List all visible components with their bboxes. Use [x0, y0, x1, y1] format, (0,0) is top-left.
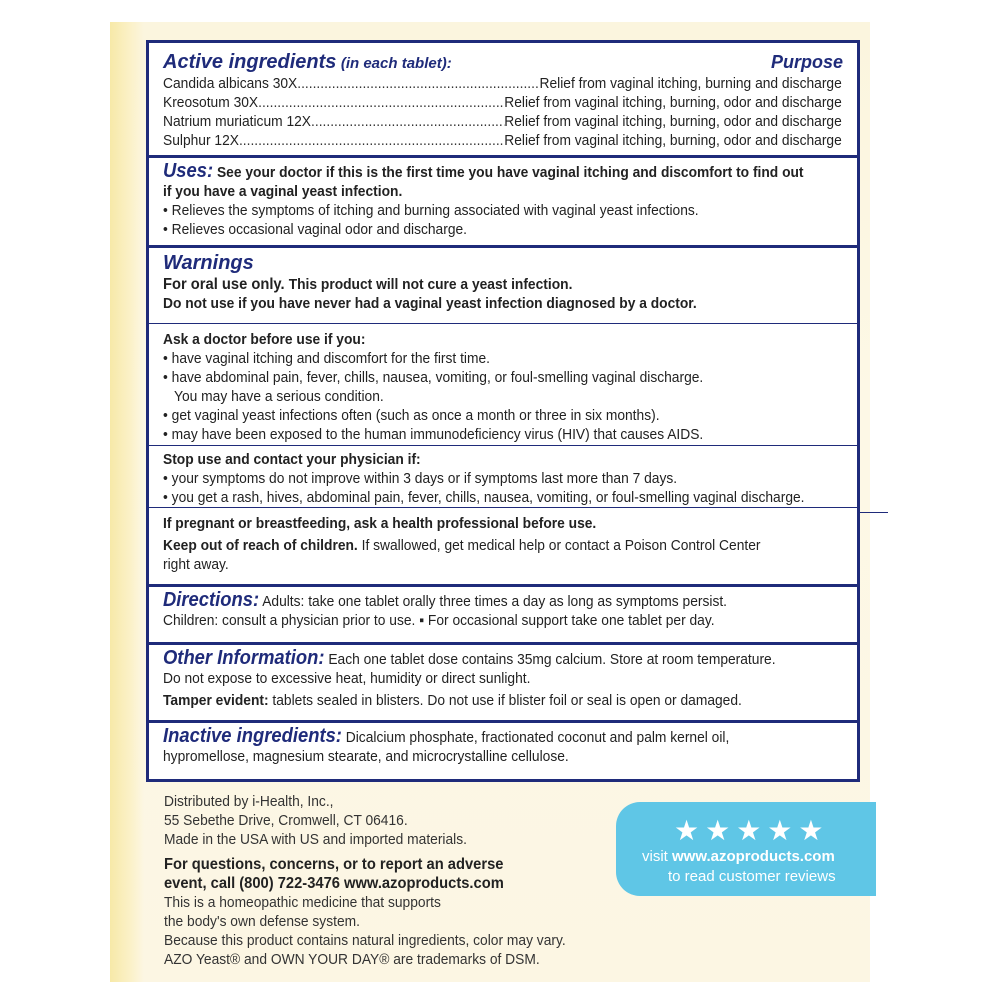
directions-section: [149, 587, 857, 645]
trademark: AZO Yeast® and OWN YOUR DAY® are trademarks of DSM.: [164, 951, 540, 968]
ingredient-name: Candida albicans 30X: [163, 75, 298, 92]
rating-stars-icon: ★★★★★: [674, 815, 830, 846]
inactive-section: [149, 723, 857, 777]
active-ingredients-section: [149, 43, 857, 158]
badge-visit: visit: [642, 848, 672, 865]
questions-line-2: event, call (800) 722-3476 www.azoproducts.com: [164, 875, 504, 892]
questions-line-1: For questions, concerns, or to report an adverse: [164, 856, 504, 873]
stop-item-2: • you get a rash, hives, abdominal pain, fever, chills, nausea, vomiting, or foul-smelling vaginal discharge.: [163, 489, 805, 506]
badge-line-2: to read customer reviews: [668, 868, 836, 885]
stop-item-1: • your symptoms do not improve within 3 days or if symptoms last more than 7 days.: [163, 470, 678, 487]
uses-intro-1: See your doctor if this is the first time you have vaginal itching and discomfort to find out: [216, 164, 804, 181]
other-info-line-2: Do not expose to excessive heat, humidity or direct sunlight.: [163, 670, 531, 687]
footer-text: [164, 792, 664, 969]
tamper-rest: tablets sealed in blisters. Do not use if blister foil or seal is open or damaged.: [272, 692, 742, 709]
oral-use-bold: For oral use only.: [163, 276, 285, 293]
leader-dots: [258, 93, 504, 112]
ingredient-list: [163, 74, 843, 150]
ingredient-row: [163, 74, 842, 93]
ingredient-name: Natrium muriaticum 12X: [163, 113, 312, 130]
ask-item-4: • get vaginal yeast infections often (such as once a month or three in six months).: [163, 407, 660, 424]
other-info-title: Other Information:: [163, 647, 325, 669]
uses-section: [149, 158, 857, 248]
ask-doctor-block: [149, 324, 857, 446]
leader-dots: [239, 131, 504, 150]
stop-use-title: Stop use and contact your physician if:: [163, 451, 421, 468]
uses-bullet-2: • Relieves occasional vaginal odor and discharge.: [163, 221, 468, 238]
review-badge[interactable]: [616, 802, 876, 896]
do-not-use: Do not use if you have never had a vaginal yeast infection diagnosed by a doctor.: [163, 295, 697, 312]
inactive-title: Inactive ingredients:: [163, 725, 342, 747]
ask-item-3: You may have a serious condition.: [174, 388, 384, 405]
directions-title: Directions:: [163, 589, 260, 611]
drug-facts-panel: [146, 40, 860, 782]
ask-item-1: • have vaginal itching and discomfort for the first time.: [163, 350, 490, 367]
tamper-bold: Tamper evident:: [163, 692, 269, 709]
uses-intro-2: if you have a vaginal yeast infection.: [163, 183, 403, 200]
natural-ingredients: Because this product contains natural ingredients, color may vary.: [164, 932, 566, 949]
pregnant-warning: If pregnant or breastfeeding, ask a health professional before use.: [163, 515, 597, 532]
inactive-line-2: hypromellose, magnesium stearate, and microcrystalline cellulose.: [163, 748, 569, 765]
ask-doctor-title: Ask a doctor before use if you:: [163, 331, 366, 348]
ingredient-purpose: Relief from vaginal itching, burning, odor and discharge: [504, 132, 842, 149]
warnings-title: Warnings: [163, 252, 254, 274]
ingredient-row: [163, 93, 842, 112]
ingredient-name: Kreosotum 30X: [163, 94, 259, 111]
uses-title: Uses:: [163, 160, 214, 182]
other-info-section: [149, 645, 857, 723]
leader-dots: [297, 74, 539, 93]
homeopathic-line-2: the body's own defense system.: [164, 913, 360, 930]
badge-line-1: [642, 848, 835, 865]
ingredient-purpose: Relief from vaginal itching, burning, odor and discharge: [504, 113, 842, 130]
inactive-line-1: Dicalcium phosphate, fractionated coconut and palm kernel oil,: [345, 729, 730, 746]
keep-out-bold: Keep out of reach of children.: [163, 537, 358, 554]
other-info-line-1: Each one tablet dose contains 35mg calcium. Store at room temperature.: [328, 651, 776, 668]
package-edge-shade: [110, 22, 144, 982]
stop-use-block: [149, 446, 857, 508]
leader-dots: [311, 112, 504, 131]
ingredient-row: [163, 112, 842, 131]
oral-use-rest: This product will not cure a yeast infection.: [288, 276, 573, 293]
ingredient-purpose: Relief from vaginal itching, burning, odor and discharge: [504, 94, 842, 111]
address: 55 Sebethe Drive, Cromwell, CT 06416.: [164, 812, 408, 829]
ask-item-5: • may have been exposed to the human immunodeficiency virus (HIV) that causes AIDS.: [163, 426, 704, 443]
ingredient-name: Sulphur 12X: [163, 132, 239, 149]
badge-url[interactable]: www.azoproducts.com: [672, 848, 835, 865]
pregnancy-block: [149, 508, 857, 584]
warnings-header-block: [149, 248, 857, 324]
made-in: Made in the USA with US and imported materials.: [164, 831, 467, 848]
warnings-section: [149, 248, 857, 587]
uses-bullet-1: • Relieves the symptoms of itching and burning associated with vaginal yeast infections.: [163, 202, 699, 219]
distributed-by: Distributed by i-Health, Inc.,: [164, 793, 334, 810]
ingredient-purpose: Relief from vaginal itching, burning and discharge: [539, 75, 842, 92]
active-ingredients-title: Active ingredients: [163, 51, 337, 73]
directions-line-1: Adults: take one tablet orally three times a day as long as symptoms persist.: [262, 593, 728, 610]
ask-item-2: • have abdominal pain, fever, chills, nausea, vomiting, or foul-smelling vaginal discharge.: [163, 369, 704, 386]
directions-line-2: Children: consult a physician prior to use. ▪ For occasional support take one tablet per day.: [163, 612, 715, 629]
keep-out-rest-2: right away.: [163, 556, 229, 573]
ingredient-row: [163, 131, 842, 150]
active-ingredients-note: (in each tablet):: [340, 55, 452, 72]
purpose-header: Purpose: [770, 52, 843, 72]
divider-extension: [858, 512, 888, 513]
keep-out-rest: If swallowed, get medical help or contact a Poison Control Center: [361, 537, 761, 554]
homeopathic-line-1: This is a homeopathic medicine that supports: [164, 894, 441, 911]
